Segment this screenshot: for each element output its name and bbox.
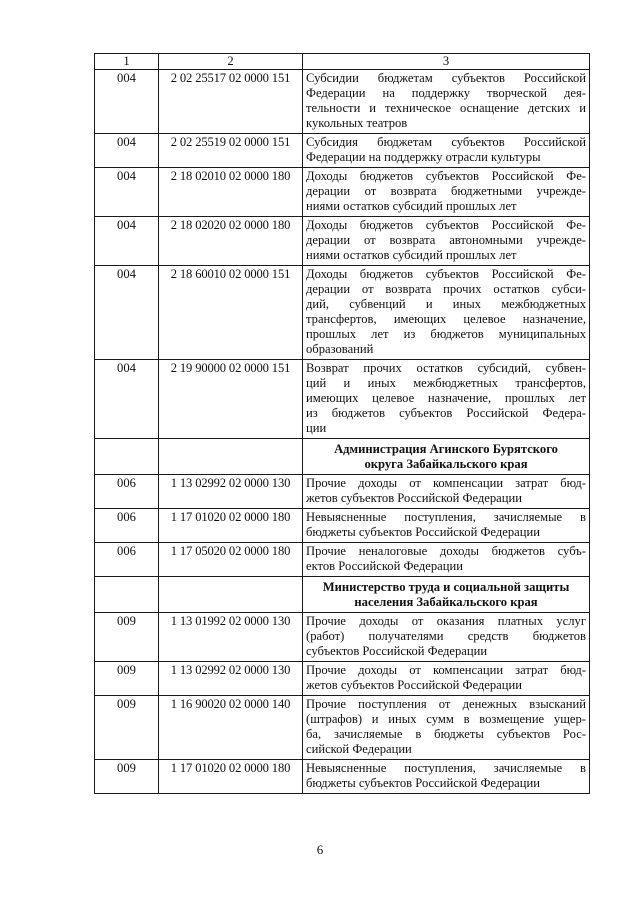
description-line: Прочие поступления от денежных взысканий xyxy=(306,697,586,711)
table-header xyxy=(95,54,590,70)
admin-code-cell: 009 xyxy=(95,613,159,662)
description-line: субъектов Российской Федерации xyxy=(306,644,488,658)
description-line: образований xyxy=(306,342,374,356)
description-line: Невыясненные поступления, зачисляемые в xyxy=(306,510,586,524)
description-line: Прочие доходы от компенсации затрат бюд- xyxy=(306,663,586,677)
budget-codes-table xyxy=(94,53,590,794)
table-row xyxy=(95,360,590,439)
budget-classification-code-cell: 2 02 25517 02 0000 151 xyxy=(159,70,303,134)
description-line: трансфертов, имеющих целевое назначение, xyxy=(306,312,586,326)
description-cell xyxy=(303,509,590,543)
description-line: прошлых лет из бюджетов муниципальных xyxy=(306,327,586,341)
description-line: Прочие неналоговые доходы бюджетов субъ- xyxy=(306,544,586,558)
budget-classification-code-cell xyxy=(159,439,303,475)
table-row xyxy=(95,217,590,266)
description-line: Возврат прочих остатков субсидий, субвен- xyxy=(306,361,586,375)
budget-classification-code-cell: 2 18 02020 02 0000 180 xyxy=(159,217,303,266)
budget-classification-code-cell xyxy=(159,577,303,613)
budget-classification-code-cell: 1 17 05020 02 0000 180 xyxy=(159,543,303,577)
description-line: населения Забайкальского края xyxy=(354,595,538,609)
description-line: ниями остатков субсидий прошлых лет xyxy=(306,199,517,213)
description-line: Доходы бюджетов субъектов Российской Фе- xyxy=(306,218,586,232)
table-body xyxy=(95,70,590,794)
description-line: кукольных театров xyxy=(306,116,408,130)
description-line: ектов Российской Федерации xyxy=(306,559,463,573)
budget-classification-code-cell: 1 13 01992 02 0000 130 xyxy=(159,613,303,662)
table-row xyxy=(95,168,590,217)
description-line: жетов субъектов Российской Федерации xyxy=(306,678,522,692)
description-line: ции xyxy=(306,421,327,435)
table-row xyxy=(95,696,590,760)
table-row xyxy=(95,70,590,134)
budget-classification-code-cell: 1 16 90020 02 0000 140 xyxy=(159,696,303,760)
description-line: (работ) получателями средств бюджетов xyxy=(306,629,586,643)
admin-code-cell: 009 xyxy=(95,662,159,696)
budget-classification-code-cell: 2 18 60010 02 0000 151 xyxy=(159,266,303,360)
table-row xyxy=(95,134,590,168)
budget-classification-code-cell: 2 19 90000 02 0000 151 xyxy=(159,360,303,439)
column-header-code: 2 xyxy=(159,54,303,70)
column-header-description: 3 xyxy=(303,54,590,70)
admin-code-cell: 004 xyxy=(95,266,159,360)
description-cell xyxy=(303,70,590,134)
description-line: Субсидия бюджетам субъектов Российской xyxy=(306,135,586,149)
description-cell xyxy=(303,613,590,662)
description-cell xyxy=(303,543,590,577)
table-row xyxy=(95,760,590,794)
description-line: Субсидии бюджетам субъектов Российской xyxy=(306,71,586,85)
description-line: округа Забайкальского края xyxy=(364,457,528,471)
table-row xyxy=(95,509,590,543)
description-line: тельности и техническое оснащение детских и xyxy=(306,101,586,115)
description-line: Невыясненные поступления, зачисляемые в xyxy=(306,761,586,775)
description-line: Прочие доходы от оказания платных услуг xyxy=(306,614,586,628)
description-cell xyxy=(303,475,590,509)
admin-code-cell: 009 xyxy=(95,760,159,794)
description-line: дерации от возврата бюджетными учрежде- xyxy=(306,184,586,198)
description-line: дий, субвенций и иных межбюджетных xyxy=(306,297,586,311)
admin-code-cell: 004 xyxy=(95,70,159,134)
header-row xyxy=(95,54,590,70)
description-line: Федерации на поддержку творческой дея- xyxy=(306,86,586,100)
admin-code-cell: 004 xyxy=(95,217,159,266)
admin-code-cell: 004 xyxy=(95,134,159,168)
description-cell xyxy=(303,662,590,696)
description-cell xyxy=(303,168,590,217)
admin-code-cell: 004 xyxy=(95,360,159,439)
column-header-admin: 1 xyxy=(95,54,159,70)
description-line: дерации от возврата прочих остатков субси- xyxy=(306,282,586,296)
section-heading-row xyxy=(95,577,590,613)
description-line: Прочие доходы от компенсации затрат бюд- xyxy=(306,476,586,490)
table-row xyxy=(95,543,590,577)
description-line: сийской Федерации xyxy=(306,742,412,756)
budget-classification-code-cell: 1 13 02992 02 0000 130 xyxy=(159,662,303,696)
admin-code-cell: 006 xyxy=(95,475,159,509)
budget-classification-code-cell: 2 02 25519 02 0000 151 xyxy=(159,134,303,168)
budget-classification-code-cell: 1 13 02992 02 0000 130 xyxy=(159,475,303,509)
section-heading-row xyxy=(95,439,590,475)
description-line: Администрация Агинского Бурятского xyxy=(334,442,558,456)
description-cell xyxy=(303,760,590,794)
description-line: Федерации на поддержку отрасли культуры xyxy=(306,150,541,164)
admin-code-cell: 006 xyxy=(95,509,159,543)
budget-classification-code-cell: 1 17 01020 02 0000 180 xyxy=(159,509,303,543)
description-line: ций и иных межбюджетных трансфертов, xyxy=(306,376,586,390)
description-line: Доходы бюджетов субъектов Российской Фе- xyxy=(306,267,586,281)
admin-code-cell xyxy=(95,439,159,475)
description-cell xyxy=(303,266,590,360)
description-line: (штрафов) и иных сумм в возмещение ущер- xyxy=(306,712,586,726)
admin-code-cell: 009 xyxy=(95,696,159,760)
page-number: 6 xyxy=(316,842,324,857)
administrator-name-cell xyxy=(303,577,590,613)
description-cell xyxy=(303,696,590,760)
description-line: жетов субъектов Российской Федерации xyxy=(306,491,522,505)
budget-classification-code-cell: 2 18 02010 02 0000 180 xyxy=(159,168,303,217)
description-line: из бюджетов субъектов Российской Федера- xyxy=(306,406,586,420)
description-line: Доходы бюджетов субъектов Российской Фе- xyxy=(306,169,586,183)
description-line: бюджеты субъектов Российской Федерации xyxy=(306,525,540,539)
description-line: дерации от возврата автономными учрежде- xyxy=(306,233,586,247)
description-line: бюджеты субъектов Российской Федерации xyxy=(306,776,540,790)
administrator-name-cell xyxy=(303,439,590,475)
description-cell xyxy=(303,360,590,439)
description-line: ба, зачисляемые в бюджеты субъектов Рос- xyxy=(306,727,586,741)
description-line: Министерство труда и социальной защиты xyxy=(322,580,570,594)
budget-classification-code-cell: 1 17 01020 02 0000 180 xyxy=(159,760,303,794)
description-line: имеющих целевое назначение, прошлых лет xyxy=(306,391,586,405)
admin-code-cell: 006 xyxy=(95,543,159,577)
table-row xyxy=(95,266,590,360)
description-cell xyxy=(303,134,590,168)
admin-code-cell: 004 xyxy=(95,168,159,217)
table-row xyxy=(95,662,590,696)
description-line: ниями остатков субсидий прошлых лет xyxy=(306,248,517,262)
admin-code-cell xyxy=(95,577,159,613)
table-row xyxy=(95,475,590,509)
table-row xyxy=(95,613,590,662)
description-cell xyxy=(303,217,590,266)
